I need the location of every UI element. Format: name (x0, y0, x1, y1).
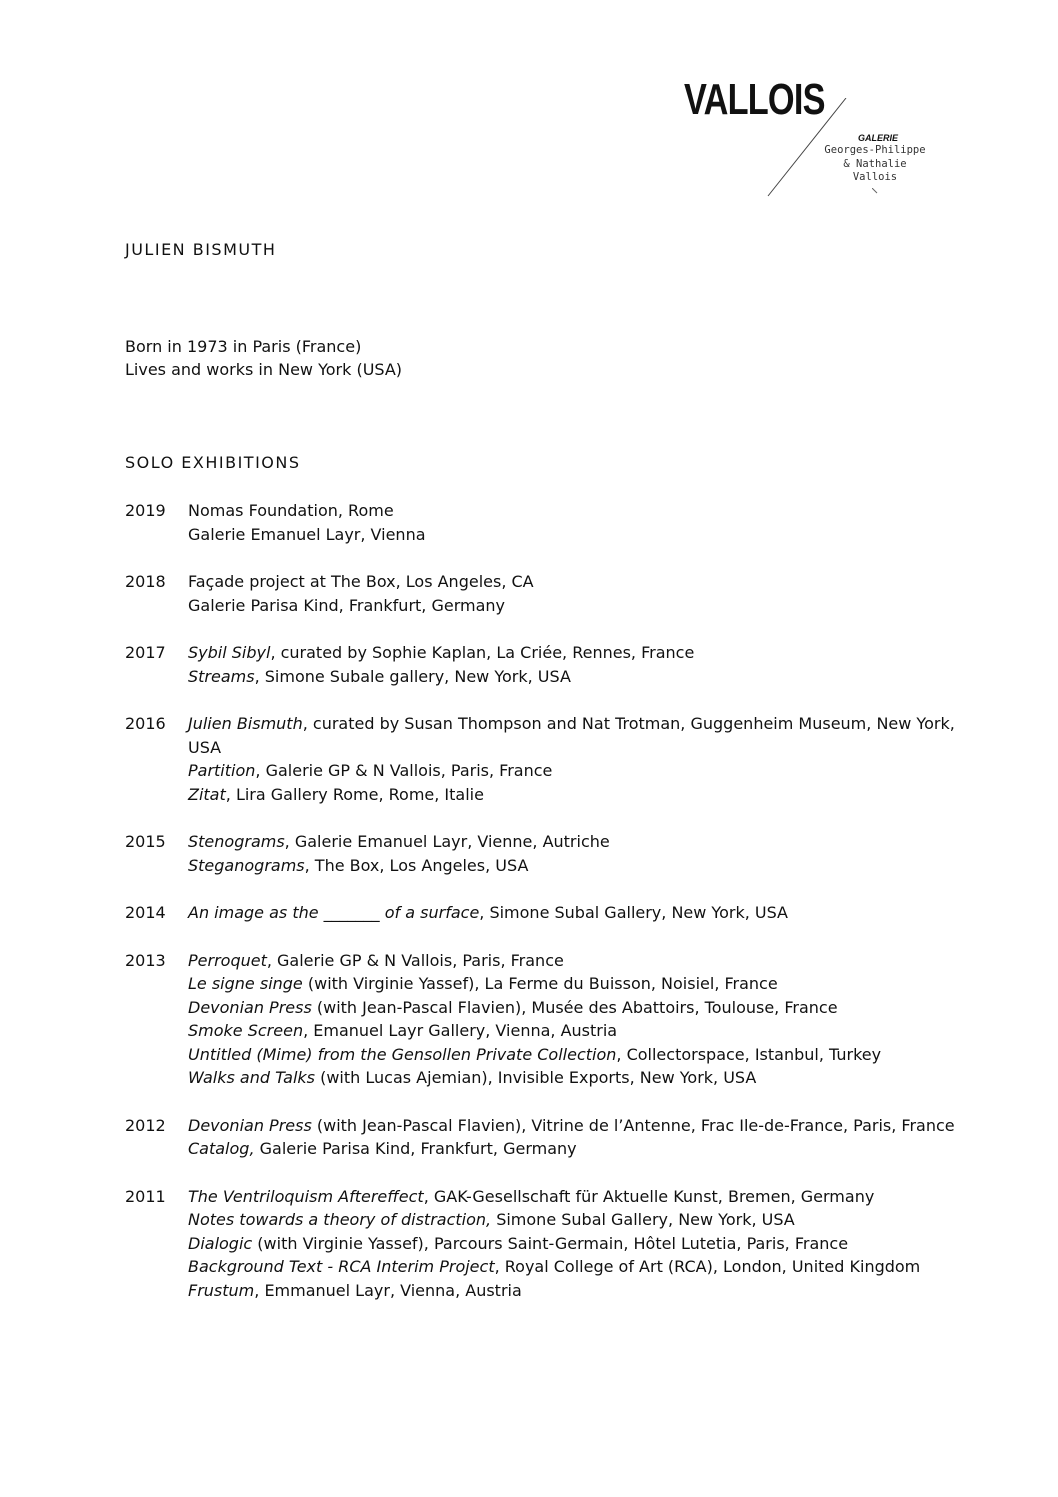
exhibition-details: , Collectorspace, Istanbul, Turkey (616, 1044, 882, 1064)
exhibition-year: 2015 (125, 832, 166, 851)
exhibition-title: Perroquet (188, 950, 267, 970)
exhibition-year-block (125, 499, 955, 546)
logo-wordmark: VALLOIS (684, 75, 825, 124)
exhibition-year: 2014 (125, 903, 166, 922)
exhibition-title: Untitled (Mime) from the Gensollen Private Collection (188, 1044, 617, 1064)
artist-name: JULIEN BISMUTH (125, 240, 277, 259)
logo-name-line: Vallois (852, 171, 898, 183)
gallery-logo (684, 75, 944, 208)
exhibition-entry (188, 830, 955, 854)
exhibition-entry (188, 759, 955, 783)
artist-bio (125, 335, 402, 381)
exhibition-title: Le signe singe (188, 974, 303, 993)
exhibition-year-block (125, 1114, 955, 1161)
exhibition-title: An image as the _______ of a surface (188, 903, 480, 922)
exhibition-entry (188, 1232, 955, 1256)
exhibition-year-block (125, 641, 955, 688)
exhibition-entry (188, 665, 955, 689)
exhibition-entry (188, 594, 955, 618)
exhibition-entries (188, 1114, 955, 1161)
exhibition-details: Galerie Parisa Kind, Frankfurt, Germany (188, 595, 505, 615)
logo-galerie-label: GALERIE (858, 133, 899, 143)
bio-lives: Lives and works in New York (USA) (125, 360, 403, 379)
exhibition-entry (188, 1279, 955, 1303)
exhibition-details: Nomas Foundation, Rome (188, 501, 394, 520)
exhibition-details: (with Jean-Pascal Flavien), Vitrine de l’Antenne, Frac Ile-de-France, Paris, France (311, 1115, 955, 1135)
exhibition-details: , Lira Gallery Rome, Rome, Italie (225, 784, 484, 804)
exhibition-title: The Ventriloquism Aftereffect (188, 1186, 424, 1206)
exhibition-details: (with Lucas Ajemian), Invisible Exports, New York, USA (315, 1068, 757, 1087)
exhibition-year-block (125, 901, 955, 925)
exhibition-title: Zitat (188, 784, 226, 804)
exhibition-entry (188, 570, 955, 594)
section-title-solo-exhibitions: SOLO EXHIBITIONS (125, 453, 301, 472)
exhibition-entries (188, 641, 955, 688)
exhibition-details: , curated by Susan Thompson and Nat Trotman, Guggenheim Museum, New York, USA (188, 714, 955, 757)
exhibition-list (125, 499, 955, 1326)
exhibition-details: Simone Subal Gallery, New York, USA (491, 1210, 795, 1229)
exhibition-details: , Simone Subal Gallery, New York, USA (479, 903, 788, 922)
exhibition-details: , GAK-Gesellschaft für Aktuelle Kunst, Bremen, Germany (423, 1186, 875, 1206)
exhibition-details: , Emmanuel Layr, Vienna, Austria (254, 1280, 522, 1300)
exhibition-year-block (125, 1185, 955, 1303)
bio-born: Born in 1973 in Paris (France) (125, 337, 362, 356)
exhibition-entry (188, 1137, 955, 1161)
exhibition-year: 2019 (125, 501, 166, 520)
exhibition-details: , Royal College of Art (RCA), London, United Kingdom (494, 1257, 921, 1276)
exhibition-title: Steganograms (188, 855, 305, 875)
exhibition-details: , Emanuel Layr Gallery, Vienna, Austria (303, 1021, 618, 1040)
exhibition-entry (188, 499, 955, 523)
exhibition-title: Sybil Sibyl (188, 643, 271, 662)
exhibition-year-block (125, 570, 955, 617)
exhibition-entry (188, 712, 955, 759)
exhibition-year: 2012 (125, 1115, 166, 1135)
exhibition-year-block (125, 712, 955, 806)
exhibition-details: Galerie Emanuel Layr, Vienna (188, 524, 426, 544)
exhibition-entry (188, 1208, 955, 1232)
exhibition-title: Catalog, (188, 1139, 255, 1158)
exhibition-entries (188, 499, 955, 546)
exhibition-entry (188, 949, 955, 973)
logo-names (821, 144, 929, 185)
exhibition-details: , Galerie GP & N Vallois, Paris, France (266, 950, 564, 970)
exhibition-year: 2016 (125, 714, 166, 733)
exhibition-entry (188, 1043, 955, 1067)
exhibition-entries (188, 1185, 955, 1303)
exhibition-details: , curated by Sophie Kaplan, La Criée, Rennes, France (270, 643, 695, 662)
exhibition-title: Julien Bismuth (188, 714, 303, 733)
exhibition-title: Smoke Screen (188, 1021, 304, 1040)
exhibition-entry (188, 523, 955, 547)
exhibition-entries (188, 901, 955, 925)
exhibition-details: , The Box, Los Angeles, USA (304, 855, 529, 875)
exhibition-details: (with Jean-Pascal Flavien), Musée des Abattoirs, Toulouse, France (311, 997, 838, 1017)
exhibition-entry (188, 1066, 955, 1090)
exhibition-title: Frustum (188, 1280, 255, 1300)
exhibition-entry (188, 1114, 955, 1138)
exhibition-title: Devonian Press (188, 997, 312, 1017)
exhibition-title: Background Text - RCA Interim Project (188, 1257, 495, 1276)
exhibition-details: (with Virginie Yassef), Parcours Saint-Germain, Hôtel Lutetia, Paris, France (252, 1233, 849, 1253)
exhibition-title: Notes towards a theory of distraction, (188, 1210, 492, 1229)
exhibition-details: , Galerie Emanuel Layr, Vienne, Autriche (284, 832, 610, 851)
exhibition-entry (188, 901, 955, 925)
exhibition-details: Galerie Parisa Kind, Frankfurt, Germany (254, 1139, 577, 1158)
exhibition-entry (188, 854, 955, 878)
exhibition-year: 2018 (125, 572, 166, 591)
exhibition-year-block (125, 830, 955, 877)
exhibition-entry (188, 641, 955, 665)
exhibition-title: Stenograms (188, 832, 285, 851)
logo-tick-mark (872, 188, 878, 194)
exhibition-title: Dialogic (188, 1233, 253, 1253)
exhibition-title: Partition (188, 761, 256, 780)
exhibition-details: Façade project at The Box, Los Angeles, CA (188, 572, 534, 591)
exhibition-entry (188, 1255, 955, 1279)
logo-name-line: Georges-Philippe (824, 144, 926, 156)
exhibition-entries (188, 949, 955, 1090)
exhibition-year: 2013 (125, 950, 166, 970)
exhibition-year: 2011 (125, 1186, 166, 1206)
exhibition-entry (188, 996, 955, 1020)
exhibition-details: , Galerie GP & N Vallois, Paris, France (255, 761, 553, 780)
exhibition-title: Devonian Press (188, 1115, 312, 1135)
exhibition-entry (188, 1019, 955, 1043)
exhibition-entries (188, 570, 955, 617)
exhibition-details: , Simone Subale gallery, New York, USA (254, 666, 571, 686)
exhibition-title: Walks and Talks (188, 1068, 316, 1087)
exhibition-entries (188, 712, 955, 806)
exhibition-year: 2017 (125, 643, 166, 662)
exhibition-entry (188, 1185, 955, 1209)
exhibition-details: (with Virginie Yassef), La Ferme du Buisson, Noisiel, France (302, 974, 778, 993)
exhibition-title: Streams (188, 666, 255, 686)
exhibition-entry (188, 972, 955, 996)
exhibition-entry (188, 783, 955, 807)
logo-name-line: & Nathalie (843, 157, 907, 170)
exhibition-year-block (125, 949, 955, 1090)
exhibition-entries (188, 830, 955, 877)
